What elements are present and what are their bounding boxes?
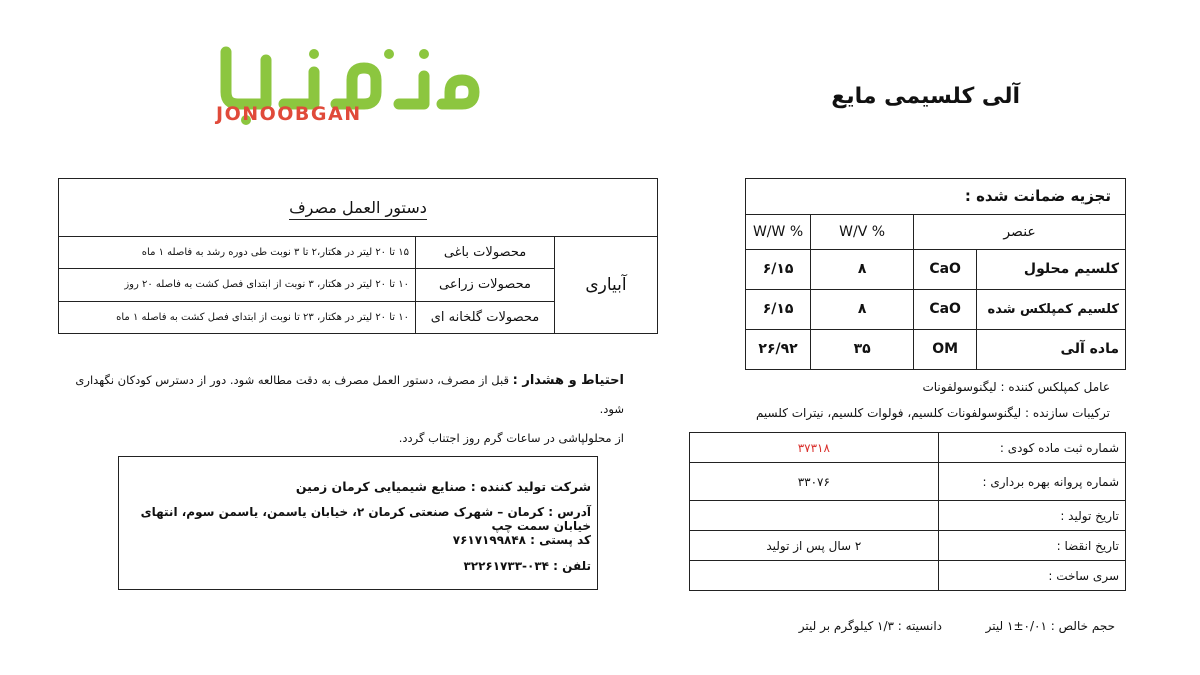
element-symbol: CaO <box>914 249 977 289</box>
element-name: کلسیم کمپلکس شده <box>977 289 1126 329</box>
table-row <box>746 249 1126 289</box>
table-row <box>746 329 1126 369</box>
production-date-label: تاریخ تولید : <box>938 501 1125 531</box>
usage-instruction: ۱۰ تا ۲۰ لیتر در هکتار، ۳ نوبت از ابتدای فصل کشت به فاصله ۲۰ روز <box>59 269 416 301</box>
registration-number-value: ۳۷۳۱۸ <box>690 433 939 463</box>
net-volume: حجم خالص : ۰/۰۱±۱ لیتر <box>985 619 1115 633</box>
warning-text-2: از محلولپاشی در ساعات گرم روز اجتناب گردد. <box>398 431 624 445</box>
usage-table <box>58 178 658 334</box>
table-row <box>690 463 1126 501</box>
header-element: عنصر <box>914 214 1126 249</box>
usage-instruction: ۱۵ تا ۲۰ لیتر در هکتار،۲ تا ۳ نوبت طی دوره رشد به فاصله ۱ ماه <box>59 236 416 268</box>
element-name: ماده آلی <box>977 329 1126 369</box>
warning-line-1 <box>60 366 624 424</box>
manufacturer-address: آدرس : کرمان – شهرک صنعتی کرمان ۲، خیابان یاسمن، یاسمن سوم، انتهای خیابان سمت چپ <box>140 505 591 533</box>
license-number-value: ۳۳۰۷۶ <box>690 463 939 501</box>
element-wv: ۸ <box>811 289 914 329</box>
usage-instruction: ۱۰ تا ۲۰ لیتر در هکتار، ۲۳ تا نوبت از ابتدای فصل کشت به فاصله ۱ ماه <box>59 301 416 333</box>
manufacturer-phone: تلفن : ۰۳۴-۳۲۲۶۱۷۳۳ <box>463 559 591 573</box>
registration-number-label: شماره ثبت ماده کودی : <box>938 433 1125 463</box>
element-ww: ۶/۱۵ <box>746 249 811 289</box>
footer-specs <box>740 619 1115 633</box>
element-wv: ۳۵ <box>811 329 914 369</box>
registration-table <box>689 432 1126 591</box>
usage-method: آبیاری <box>555 236 658 333</box>
license-number-label: شماره پروانه بهره برداری : <box>938 463 1125 501</box>
composition-notes <box>700 374 1110 426</box>
brand-wordmark: JONOOBGAN <box>216 103 362 125</box>
warning-text-1: قبل از مصرف، دستور العمل مصرف به دقت مطالعه شود. دور از دسترس کودکان نگهداری شود. <box>75 373 624 416</box>
warning-label: احتیاط و هشدار : <box>512 373 624 388</box>
usage-product: محصولات باغی <box>416 236 555 268</box>
element-wv: ۸ <box>811 249 914 289</box>
table-row <box>59 236 658 268</box>
batch-number-label: سری ساخت : <box>938 561 1125 591</box>
table-header-row <box>746 214 1126 249</box>
expiry-date-value: ۲ سال پس از تولید <box>690 531 939 561</box>
complexing-agent: عامل کمپلکس کننده : لیگنوسولفونات <box>922 380 1110 394</box>
table-row <box>690 501 1126 531</box>
table-row <box>690 433 1126 463</box>
element-ww: ۲۶/۹۲ <box>746 329 811 369</box>
element-ww: ۶/۱۵ <box>746 289 811 329</box>
production-date-value <box>690 501 939 531</box>
header-ww: % W/W <box>746 214 811 249</box>
table-row <box>746 289 1126 329</box>
table-row <box>690 531 1126 561</box>
header-wv: % W/V <box>811 214 914 249</box>
product-title: آلی کلسیمی مایع <box>831 84 1020 109</box>
manufacturer-box <box>118 456 598 590</box>
usage-title-cell <box>59 179 658 237</box>
table-row <box>690 561 1126 591</box>
usage-product: محصولات گلخانه ای <box>416 301 555 333</box>
warning-section <box>60 366 624 453</box>
expiry-date-label: تاریخ انقضا : <box>938 531 1125 561</box>
element-symbol: CaO <box>914 289 977 329</box>
analysis-title: تجزیه ضمانت شده : <box>746 179 1126 215</box>
usage-product: محصولات زراعی <box>416 269 555 301</box>
guaranteed-analysis-table <box>745 178 1126 370</box>
element-symbol: OM <box>914 329 977 369</box>
manufacturer-postal-code: کد پستی : ۷۶۱۷۱۹۹۸۴۸ <box>452 533 591 547</box>
batch-number-value <box>690 561 939 591</box>
ingredients: ترکیبات سازنده : لیگنوسولفونات کلسیم، فولوات کلسیم، نیترات کلسیم <box>755 406 1110 420</box>
density: دانسیته : ۱/۳ کیلوگرم بر لیتر <box>798 619 943 633</box>
element-name: کلسیم محلول <box>977 249 1126 289</box>
manufacturer-company: شرکت تولید کننده : صنایع شیمیایی کرمان زمین <box>295 479 591 494</box>
usage-title: دستور العمل مصرف <box>289 198 427 220</box>
